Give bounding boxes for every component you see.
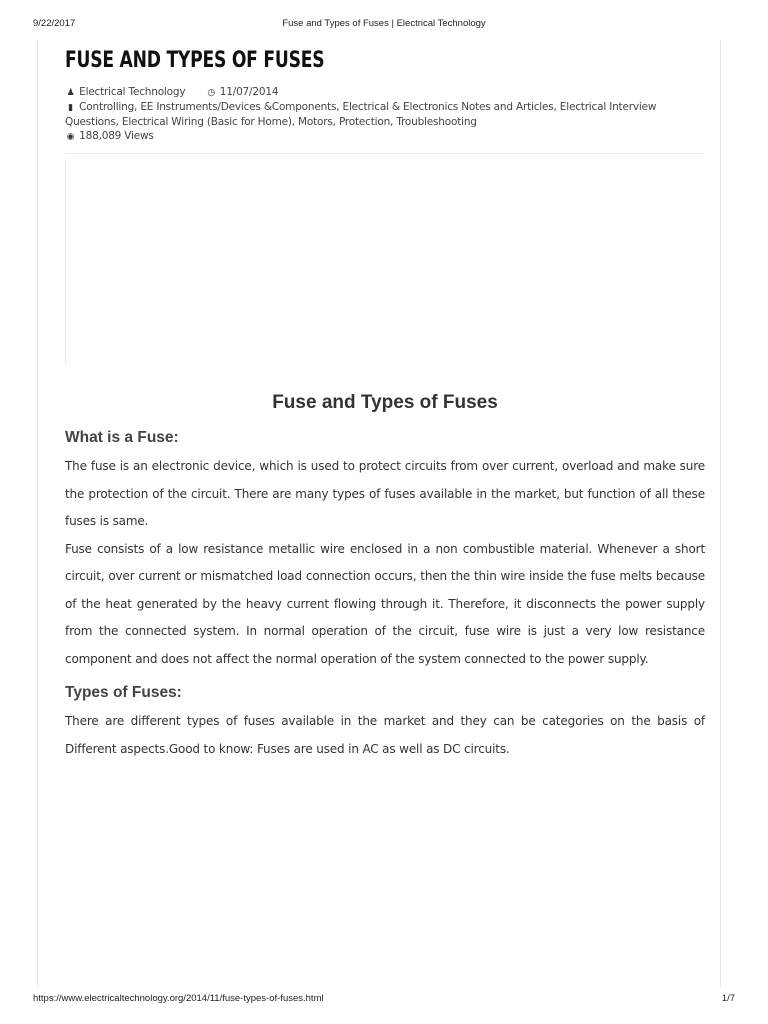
post-categories-line1[interactable]: Controlling, EE Instruments/Devices &Components, Electrical & Electronics Notes and Articles, Electrical Interview bbox=[79, 101, 657, 113]
page-frame-right bbox=[720, 40, 721, 988]
print-page-number: 1/7 bbox=[721, 993, 735, 1004]
print-page-title: Fuse and Types of Fuses | Electrical Technology bbox=[282, 18, 486, 29]
section-types-title: Types of Fuses: bbox=[65, 684, 182, 701]
print-url: https://www.electricaltechnology.org/2014/11/fuse-types-of-fuses.html bbox=[33, 993, 324, 1004]
user-icon: ♟ bbox=[66, 88, 75, 98]
post-title: FUSE AND TYPES OF FUSES bbox=[65, 48, 325, 73]
article bbox=[65, 44, 705, 763]
content-heading: Fuse and Types of Fuses bbox=[272, 392, 498, 413]
section-types-paragraph-1: There are different types of fuses available in the market and they can be categories on the basis of Different aspects.Good to know: Fuses are used in AC as well as DC circuits. bbox=[65, 714, 705, 756]
section-what-is-fuse-paragraph-1: The fuse is an electronic device, which is used to protect circuits from over current, overload and make sure the protection of the circuit. There are many types of fuses available in the market, but function of all these fuses is same. bbox=[65, 459, 705, 528]
ad-placeholder-edge bbox=[65, 160, 66, 365]
post-author[interactable]: Electrical Technology bbox=[79, 86, 186, 98]
post-views: 188,089 Views bbox=[79, 130, 154, 142]
post-meta bbox=[65, 85, 705, 144]
eye-icon: ◉ bbox=[66, 132, 75, 142]
print-date: 9/22/2017 bbox=[33, 18, 76, 29]
post-date: 11/07/2014 bbox=[219, 86, 279, 98]
folder-icon: ▮ bbox=[68, 103, 73, 113]
clock-icon: ◷ bbox=[207, 88, 215, 98]
print-header bbox=[33, 18, 735, 32]
section-what-is-fuse-title: What is a Fuse: bbox=[65, 429, 179, 446]
print-footer bbox=[33, 993, 735, 1007]
section-what-is-fuse-paragraph-2: Fuse consists of a low resistance metallic wire enclosed in a non combustible material. Whenever a short circuit, over current or mismatched load connection occurs, then the thin wire inside the fuse melts because of the heat generated by the heavy current flowing through it. Therefore, it disconnects the power supply from the connected system. In normal operation of the circuit, fuse wire is just a very low resistance component and does not affect the normal operation of the system connected to the power supply. bbox=[65, 541, 705, 666]
page-frame-left bbox=[37, 40, 38, 988]
ad-placeholder bbox=[65, 154, 705, 369]
post-categories-line2[interactable]: Questions, Electrical Wiring (Basic for Home), Motors, Protection, Troubleshooting bbox=[65, 116, 477, 128]
